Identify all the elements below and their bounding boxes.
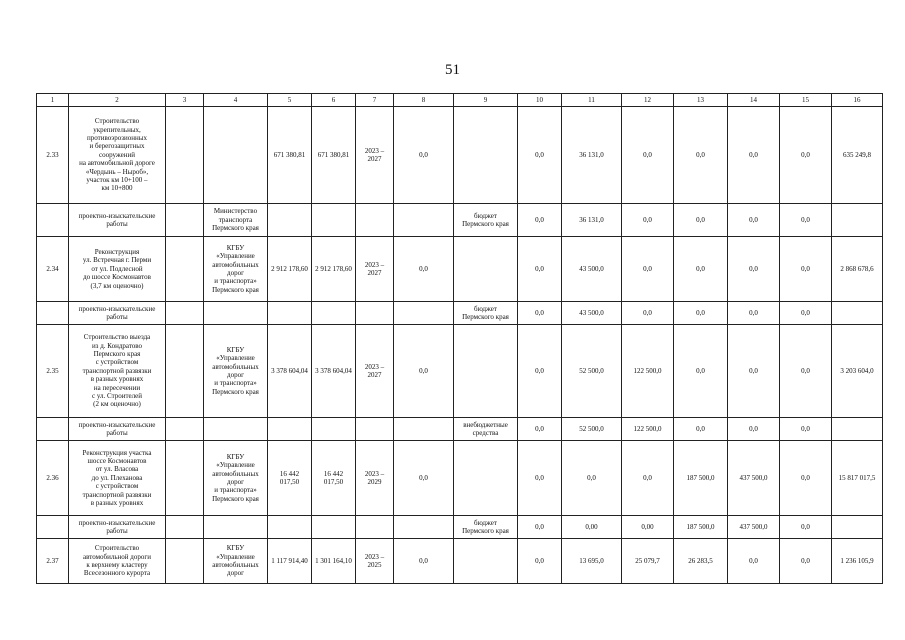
table-cell: 1 236 105,9 [832, 539, 883, 584]
table-cell [166, 418, 204, 441]
table-cell: бюджет Пермского края [454, 204, 518, 237]
table-cell [166, 302, 204, 325]
table-cell: 2.34 [37, 237, 69, 302]
table-cell: 0,0 [728, 237, 780, 302]
table-cell [204, 516, 268, 539]
table-cell [356, 204, 394, 237]
table-cell: 52 500,0 [562, 418, 622, 441]
table-row [37, 325, 883, 418]
table-cell [37, 302, 69, 325]
table-cell: 0,0 [780, 302, 832, 325]
table-cell [204, 302, 268, 325]
page-number: 51 [445, 62, 460, 78]
table-cell [268, 302, 312, 325]
table-cell: 2023 – 2027 [356, 107, 394, 204]
col-header: 8 [394, 94, 454, 107]
table-cell [394, 302, 454, 325]
table-cell: 2023 – 2027 [356, 325, 394, 418]
table-cell: 0,0 [780, 516, 832, 539]
table-cell [166, 516, 204, 539]
table-cell: 0,0 [518, 237, 562, 302]
col-header: 15 [780, 94, 832, 107]
table-cell [166, 204, 204, 237]
table-cell: 0,0 [728, 325, 780, 418]
table-cell: 3 378 604,04 [268, 325, 312, 418]
col-header: 11 [562, 94, 622, 107]
table-cell: Реконструкция ул. Встречная г. Перми от ул. Подлесной до шоссе Космонавтов (3,7 км оценочно) [69, 237, 166, 302]
table-cell: 2023 – 2029 [356, 441, 394, 516]
table-cell: 1 301 164,10 [312, 539, 356, 584]
table-cell [356, 516, 394, 539]
table-cell: 0,0 [780, 325, 832, 418]
table-cell: Строительство автомобильной дороги к верхнему кластеру Всесезонного курорта [69, 539, 166, 584]
table-cell: 122 500,0 [622, 325, 674, 418]
table-row [37, 539, 883, 584]
table-cell: 2 912 178,60 [312, 237, 356, 302]
table-cell [454, 441, 518, 516]
table-cell: 0,0 [780, 441, 832, 516]
table-cell: 0,0 [394, 107, 454, 204]
table-cell: 437 500,0 [728, 516, 780, 539]
table-cell: проектно-изыскательские работы [69, 418, 166, 441]
table-cell [454, 237, 518, 302]
table-cell: 3 378 604,04 [312, 325, 356, 418]
table-cell: 0,0 [518, 516, 562, 539]
table-cell: 2.35 [37, 325, 69, 418]
table-cell: внебюджетные средства [454, 418, 518, 441]
table-cell: 671 380,81 [312, 107, 356, 204]
table-cell: 2.36 [37, 441, 69, 516]
table-cell: 0,0 [622, 204, 674, 237]
table-cell: 43 500,0 [562, 237, 622, 302]
table-cell: 0,0 [622, 107, 674, 204]
col-header: 10 [518, 94, 562, 107]
table-row [37, 441, 883, 516]
table-cell [166, 441, 204, 516]
table-cell: 635 249,8 [832, 107, 883, 204]
table-cell: 0,0 [518, 325, 562, 418]
table-cell: 0,0 [728, 204, 780, 237]
table-cell: 36 131,0 [562, 204, 622, 237]
table-row [37, 204, 883, 237]
table-cell: 3 203 604,0 [832, 325, 883, 418]
table-cell [394, 204, 454, 237]
table-cell: 2.37 [37, 539, 69, 584]
col-header: 2 [69, 94, 166, 107]
table-cell: проектно-изыскательские работы [69, 302, 166, 325]
table-cell [394, 418, 454, 441]
table-row [37, 107, 883, 204]
table-cell [832, 418, 883, 441]
col-header: 14 [728, 94, 780, 107]
table-cell [166, 539, 204, 584]
table-cell: 437 500,0 [728, 441, 780, 516]
table-cell: 0,0 [518, 539, 562, 584]
table-cell: 0,0 [518, 418, 562, 441]
table-cell: 0,0 [394, 325, 454, 418]
table-cell: 0,0 [728, 418, 780, 441]
header-row [37, 94, 883, 107]
table-cell [37, 418, 69, 441]
col-header: 1 [37, 94, 69, 107]
table-cell: 26 283,5 [674, 539, 728, 584]
table-cell: КГБУ «Управление автомобильных дорог и транспорта» Пермского края [204, 237, 268, 302]
table-cell: 0,0 [728, 107, 780, 204]
table-cell: 2023 – 2027 [356, 237, 394, 302]
col-header: 7 [356, 94, 394, 107]
table-cell: 0,00 [562, 516, 622, 539]
col-header: 16 [832, 94, 883, 107]
table-cell: 2 868 678,6 [832, 237, 883, 302]
table-cell: 0,0 [780, 237, 832, 302]
table-cell: проектно-изыскательские работы [69, 204, 166, 237]
col-header: 5 [268, 94, 312, 107]
table-cell [394, 516, 454, 539]
table-cell: 187 500,0 [674, 441, 728, 516]
table-cell [204, 107, 268, 204]
program-table [36, 93, 883, 584]
table-cell [312, 204, 356, 237]
table-cell: 0,0 [518, 441, 562, 516]
table-cell [312, 418, 356, 441]
table-cell: Строительство укрепительных, противоэрозионных и берегозащитных сооружений на автомобильной дороге «Чердынь – Ныроб», участок км 10+100 – км 10+800 [69, 107, 166, 204]
table-cell [356, 418, 394, 441]
table-cell: 0,0 [780, 204, 832, 237]
table-cell [166, 237, 204, 302]
table-cell: КГБУ «Управление автомобильных дорог и транспорта» Пермского края [204, 325, 268, 418]
col-header: 3 [166, 94, 204, 107]
table-cell: КГБУ «Управление автомобильных дорог и транспорта» Пермского края [204, 441, 268, 516]
table-cell [37, 516, 69, 539]
table-cell: 122 500,0 [622, 418, 674, 441]
table-row [37, 302, 883, 325]
table-cell: 0,0 [562, 441, 622, 516]
col-header: 13 [674, 94, 728, 107]
table-cell: 0,00 [622, 516, 674, 539]
table-cell: 0,0 [394, 441, 454, 516]
table-cell: Строительство выезда из д. Кондратово Пермского края с устройством транспортной развязки в разных уровнях на пересечении с ул. Строителей (2 км оценочно) [69, 325, 166, 418]
table-cell [166, 107, 204, 204]
table-cell: 671 380,81 [268, 107, 312, 204]
table-cell: 0,0 [728, 539, 780, 584]
table-cell: 0,0 [780, 539, 832, 584]
table-cell: Министерство транспорта Пермского края [204, 204, 268, 237]
table-cell [268, 418, 312, 441]
table-cell [832, 302, 883, 325]
table-cell: бюджет Пермского края [454, 302, 518, 325]
table-cell: 13 695,0 [562, 539, 622, 584]
table-cell: проектно-изыскательские работы [69, 516, 166, 539]
table-cell: 0,0 [622, 441, 674, 516]
table-cell: 0,0 [674, 325, 728, 418]
table-cell: 0,0 [674, 302, 728, 325]
table-cell: КГБУ «Управление автомобильных дорог [204, 539, 268, 584]
table-cell: 0,0 [394, 237, 454, 302]
table-cell [268, 204, 312, 237]
table-row [37, 418, 883, 441]
table-cell: бюджет Пермского края [454, 516, 518, 539]
table-cell: 0,0 [518, 204, 562, 237]
table-cell: 52 500,0 [562, 325, 622, 418]
table-cell [454, 107, 518, 204]
table-cell: 25 079,7 [622, 539, 674, 584]
table-cell: 0,0 [518, 302, 562, 325]
table-cell: 0,0 [674, 418, 728, 441]
table-cell: 0,0 [518, 107, 562, 204]
col-header: 6 [312, 94, 356, 107]
table-cell: 0,0 [394, 539, 454, 584]
table-cell: 16 442 017,50 [312, 441, 356, 516]
table-cell: 0,0 [622, 237, 674, 302]
table-row [37, 237, 883, 302]
table-cell [37, 204, 69, 237]
table-cell [356, 302, 394, 325]
table-cell: 2.33 [37, 107, 69, 204]
table-cell: 15 817 017,5 [832, 441, 883, 516]
table-cell [312, 516, 356, 539]
table-row [37, 516, 883, 539]
table-cell: 16 442 017,50 [268, 441, 312, 516]
table-cell [832, 204, 883, 237]
table-cell: 0,0 [780, 107, 832, 204]
table-cell: 0,0 [674, 107, 728, 204]
table-cell [166, 325, 204, 418]
table-cell: 2023 – 2025 [356, 539, 394, 584]
table-cell [268, 516, 312, 539]
table-cell [204, 418, 268, 441]
table-cell: 187 500,0 [674, 516, 728, 539]
table-cell [312, 302, 356, 325]
col-header: 12 [622, 94, 674, 107]
table-cell: 0,0 [780, 418, 832, 441]
table-cell [832, 516, 883, 539]
table-cell: 0,0 [622, 302, 674, 325]
table-cell: 43 500,0 [562, 302, 622, 325]
table-cell [454, 325, 518, 418]
table-cell: 2 912 178,60 [268, 237, 312, 302]
table-cell: Реконструкция участка шоссе Космонавтов от ул. Власова до ул. Плеханова с устройством транспортной развязки в разных уровнях [69, 441, 166, 516]
col-header: 4 [204, 94, 268, 107]
table-cell: 0,0 [674, 204, 728, 237]
table-cell [454, 539, 518, 584]
col-header: 9 [454, 94, 518, 107]
table-cell: 0,0 [728, 302, 780, 325]
table-cell: 0,0 [674, 237, 728, 302]
table-cell: 1 117 914,40 [268, 539, 312, 584]
table-cell: 36 131,0 [562, 107, 622, 204]
